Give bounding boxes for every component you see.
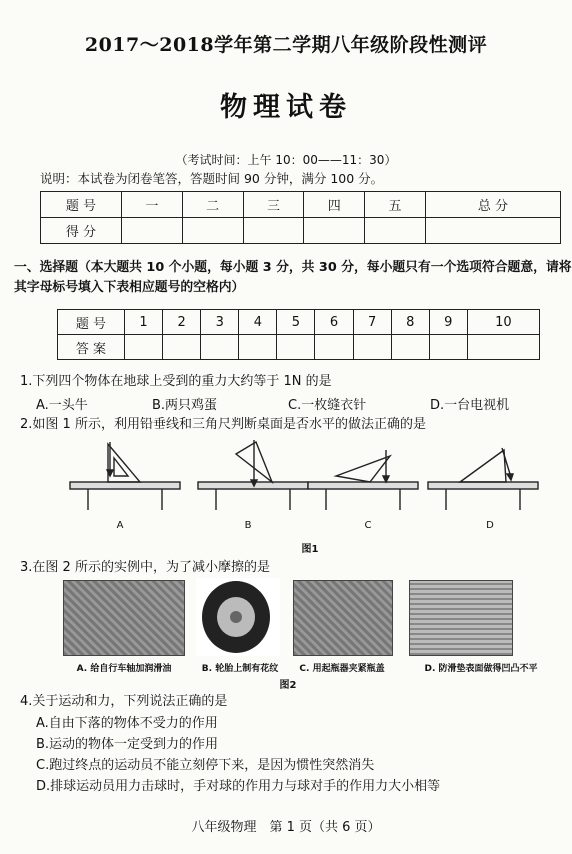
figure-1-option-c: [308, 450, 418, 510]
figure-1-caption: 图1: [301, 544, 319, 555]
score-header-cell: 四: [304, 192, 365, 218]
exam-time: （考试时间：上午 10：00——11：30）: [175, 153, 397, 167]
figure-1-label-d: D: [486, 520, 494, 531]
score-header-cell: 一: [122, 192, 183, 218]
figure-2-caption-b: B. 轮胎上制有花纹: [201, 664, 279, 674]
score-header-cell: 题 号: [41, 192, 122, 218]
score-row-label: 得 分: [41, 218, 122, 244]
answer-table-answer-row: [58, 335, 540, 360]
question-2-text: 2.如图 1 所示，利用铅垂线和三角尺判断桌面是否水平的做法正确的是: [20, 417, 426, 432]
question-1-option-d: D.一台电视机: [430, 398, 510, 413]
score-cell[interactable]: [304, 218, 365, 244]
subject-title: 物理试卷: [220, 92, 352, 123]
question-4-text: 4.关于运动和力，下列说法正确的是: [20, 694, 228, 709]
answer-number-cell: 9: [429, 310, 467, 335]
score-header-cell: 五: [365, 192, 426, 218]
answer-cell[interactable]: [125, 335, 163, 360]
photo-bicycle-axle: [63, 580, 185, 656]
question-1-option-a: A.一头牛: [36, 398, 88, 413]
figure-1-illustration: [60, 436, 540, 536]
question-4-option-a: A.自由下落的物体不受力的作用: [36, 716, 218, 731]
answer-cell[interactable]: [315, 335, 353, 360]
figure-1-label-c: C: [364, 520, 372, 531]
answer-number-cell: 2: [163, 310, 201, 335]
answer-table-number-row: [58, 310, 540, 335]
answer-cell[interactable]: [239, 335, 277, 360]
question-1-option-c: C.一枚缝衣针: [288, 398, 367, 413]
score-cell[interactable]: [182, 218, 243, 244]
figure-1-label-b: B: [244, 520, 252, 531]
score-table: [40, 191, 561, 244]
answer-cell[interactable]: [353, 335, 391, 360]
photo-anti-slip-mat: [409, 580, 513, 656]
answer-number-cell: 8: [391, 310, 429, 335]
answer-number-cell: 7: [353, 310, 391, 335]
answer-row-label: 答 案: [58, 335, 125, 360]
question-4-option-d: D.排球运动员用力击球时，手对球的作用力与球对手的作用力大小相等: [36, 779, 441, 794]
section-1-heading: 一、选择题（本大题共 10 个小题，每小题 3 分，共 30 分，每小题只有一个选项符合题意，请将其字母标号填入下表相应题号的空格内）: [14, 260, 572, 295]
answer-number-cell: 10: [467, 310, 539, 335]
question-3-text: 3.在图 2 所示的实例中，为了减小摩擦的是: [20, 560, 270, 575]
answer-cell[interactable]: [201, 335, 239, 360]
answer-number-cell: 5: [277, 310, 315, 335]
question-1-text: 1.下列四个物体在地球上受到的重力大约等于 1N 的是: [20, 374, 332, 389]
score-header-cell: 总 分: [425, 192, 560, 218]
photo-bottle-opener: [293, 580, 393, 656]
answer-cell[interactable]: [163, 335, 201, 360]
figure-2-caption-d: D. 防滑垫表面做得凹凸不平: [424, 664, 538, 674]
question-4-option-b: B.运动的物体一定受到力的作用: [36, 737, 219, 752]
figure-1-option-d: [428, 448, 538, 510]
answer-cell[interactable]: [277, 335, 315, 360]
answer-header-label: 题 号: [58, 310, 125, 335]
figure-2-caption-c: C. 用起瓶器夹紧瓶盖: [299, 664, 385, 674]
page-footer: 八年级物理 第 1 页（共 6 页）: [191, 820, 381, 835]
answer-table: [57, 309, 540, 360]
answer-number-cell: 6: [315, 310, 353, 335]
score-header-cell: 三: [243, 192, 304, 218]
answer-cell[interactable]: [391, 335, 429, 360]
figure-2-caption-a: A. 给自行车轴加润滑油: [76, 664, 172, 674]
figure-1-option-a: [70, 442, 180, 510]
question-4-option-c: C.跑过终点的运动员不能立刻停下来，是因为惯性突然消失: [36, 758, 375, 773]
answer-number-cell: 3: [201, 310, 239, 335]
score-header-cell: 二: [182, 192, 243, 218]
score-cell[interactable]: [425, 218, 560, 244]
photo-tire-tread: [196, 578, 280, 656]
score-table-score-row: [41, 218, 561, 244]
answer-cell[interactable]: [429, 335, 467, 360]
instructions: 说明：本试卷为闭卷笔答，答题时间 90 分钟，满分 100 分。: [40, 171, 384, 186]
score-cell[interactable]: [122, 218, 183, 244]
answer-number-cell: 1: [125, 310, 163, 335]
figure-1-label-a: A: [116, 520, 124, 531]
score-cell[interactable]: [365, 218, 426, 244]
figure-2-caption: 图2: [279, 680, 297, 691]
figure-1-option-b: [198, 440, 308, 510]
answer-number-cell: 4: [239, 310, 277, 335]
question-1-option-b: B.两只鸡蛋: [152, 398, 218, 413]
exam-header-title: 2017～2018学年第二学期八年级阶段性测评: [84, 34, 488, 56]
score-cell[interactable]: [243, 218, 304, 244]
answer-cell[interactable]: [467, 335, 539, 360]
score-table-header-row: [41, 192, 561, 218]
